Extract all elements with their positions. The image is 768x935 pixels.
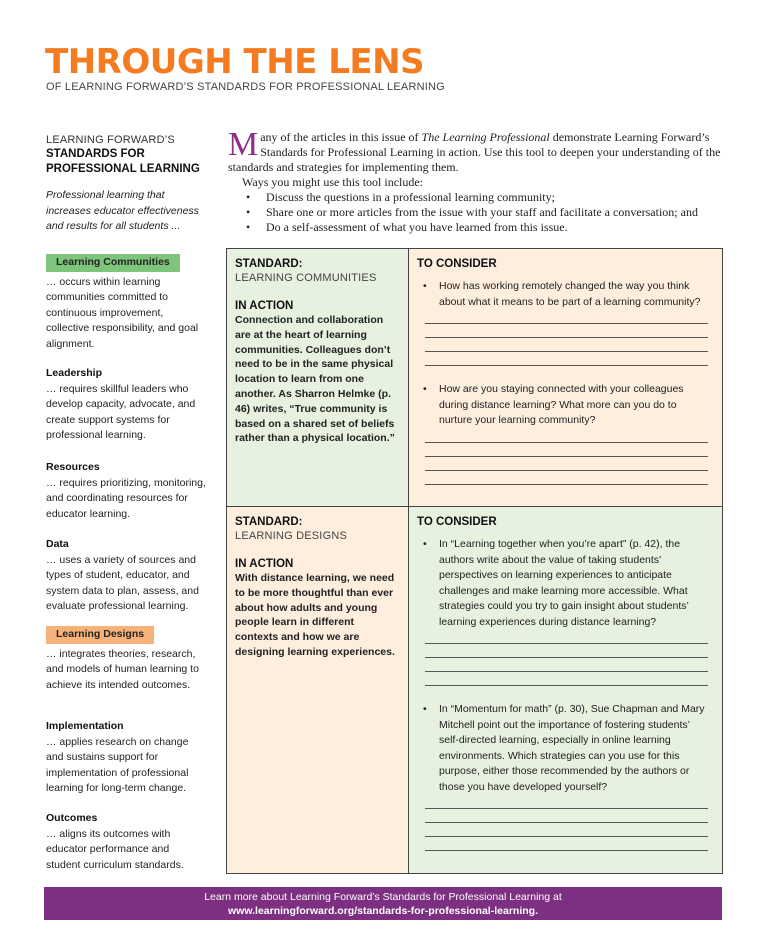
page-subtitle: OF LEARNING FORWARD’S STANDARDS FOR PROFESSIONAL LEARNING xyxy=(46,81,445,93)
answer-line[interactable] xyxy=(425,658,708,672)
intro-text-after: demonstrate Learning Forward’s Standards for Professional Learning in action. Use this tool to deepen your understanding of the standards and strategies for implementing them. xyxy=(228,130,721,174)
bullet: • xyxy=(423,280,427,292)
standard-label: STANDARD: xyxy=(235,258,303,270)
answer-line[interactable] xyxy=(425,310,708,324)
ways-list-item: • Share one or more articles from the issue with your staff and facilitate a conversation; and xyxy=(242,205,728,220)
ways-list-item: • Do a self-assessment of what you have learned from this issue. xyxy=(242,220,728,235)
answer-line[interactable] xyxy=(425,795,708,809)
ways-list xyxy=(242,190,728,235)
standard-name: Leadership xyxy=(46,367,103,379)
question-item xyxy=(417,537,714,630)
bullet: • xyxy=(423,703,427,715)
question-text: How are you staying connected with your colleagues during distance learning? What more can you do to nurture your learning community? xyxy=(439,383,684,426)
standard-name: Resources xyxy=(46,461,100,473)
answer-line[interactable] xyxy=(425,352,708,366)
answer-lines[interactable] xyxy=(425,310,708,366)
worksheet-table xyxy=(226,248,723,874)
in-action-text: With distance learning, we need to be more thoughtful than ever about how adults and young people learn in different contexts and how we are designing learning experiences. xyxy=(235,572,395,658)
standard-data xyxy=(46,537,206,615)
ways-label: Ways you might use this tool include: xyxy=(242,175,424,189)
answer-lines[interactable] xyxy=(425,429,708,485)
standard-name: LEARNING COMMUNITIES xyxy=(235,272,377,284)
in-action-label: IN ACTION xyxy=(235,558,294,570)
in-action-label: IN ACTION xyxy=(235,300,294,312)
standard-learning-communities xyxy=(46,254,206,352)
answer-lines[interactable] xyxy=(425,630,708,686)
answer-line[interactable] xyxy=(425,443,708,457)
standard-description: … aligns its outcomes with educator performance and student curriculum standards. xyxy=(46,827,184,871)
standard-description: … requires prioritizing, monitoring, and coordinating resources for educator learning. xyxy=(46,476,206,520)
footer-banner xyxy=(44,887,722,920)
standard-resources xyxy=(46,460,206,522)
intro-paragraph xyxy=(228,126,728,235)
answer-line[interactable] xyxy=(425,429,708,443)
intro-text-before: any of the articles in this issue of xyxy=(260,130,422,144)
sidebar-heading-line2: PROFESSIONAL LEARNING xyxy=(46,162,200,175)
consider-cell-learning-designs xyxy=(409,507,722,873)
footer-text: Learn more about Learning Forward’s Standards for Professional Learning at xyxy=(204,891,562,903)
ways-list-item: • Discuss the questions in a professional learning community; xyxy=(242,190,728,205)
standard-cell-learning-designs xyxy=(227,507,409,873)
standard-implementation xyxy=(46,719,206,797)
to-consider-label: TO CONSIDER xyxy=(417,258,497,270)
standard-description: … applies research on change and sustains support for implementation of professional learning for long-term change. xyxy=(46,735,189,794)
standard-name: Outcomes xyxy=(46,812,98,824)
answer-line[interactable] xyxy=(425,837,708,851)
to-consider-label: TO CONSIDER xyxy=(417,516,497,528)
standard-name: Implementation xyxy=(46,720,124,732)
question-item xyxy=(417,382,714,429)
answer-line[interactable] xyxy=(425,630,708,644)
answer-line[interactable] xyxy=(425,644,708,658)
bullet: • xyxy=(423,538,427,550)
sidebar-intro: Professional learning that increases educator effectiveness and results for all students ... xyxy=(46,189,199,232)
question-item xyxy=(417,279,714,310)
footer-link[interactable]: www.learningforward.org/standards-for-professional-learning. xyxy=(228,905,538,917)
publication-title: The Learning Professional xyxy=(421,130,550,144)
drop-cap: M xyxy=(228,126,259,163)
page-title: THROUGH THE LENS xyxy=(45,42,425,82)
answer-line[interactable] xyxy=(425,471,708,485)
standard-description: … occurs within learning communities committed to continuous improvement, collective responsibility, and goal alignment. xyxy=(46,275,199,350)
answer-line[interactable] xyxy=(425,338,708,352)
answer-line[interactable] xyxy=(425,324,708,338)
standard-leadership xyxy=(46,366,206,444)
consider-cell-learning-communities xyxy=(409,249,722,507)
standard-description: … integrates theories, research, and models of human learning to achieve its intended outcomes. xyxy=(46,647,199,691)
standard-label: STANDARD: xyxy=(235,516,303,528)
answer-line[interactable] xyxy=(425,809,708,823)
standard-name-highlight: Learning Designs xyxy=(46,626,154,644)
bullet: • xyxy=(423,383,427,395)
standard-cell-learning-communities xyxy=(227,249,409,507)
question-text: In “Momentum for math” (p. 30), Sue Chapman and Mary Mitchell point out the importance of fostering students’ self-directed learning, especially in online learning environments. Which strategies can you use for this purpose, either those recommended by the authors or those you have developed yourself? xyxy=(439,703,705,793)
standard-description: … uses a variety of sources and types of student, educator, and system data to plan, assess, and evaluate professional learning. xyxy=(46,553,199,612)
standard-learning-designs xyxy=(46,626,206,693)
standard-name-highlight: Learning Communities xyxy=(46,254,180,272)
standard-description: … requires skillful leaders who develop capacity, advocate, and create support systems for professional learning. xyxy=(46,382,196,441)
question-text: In “Learning together when you’re apart” (p. 42), the authors write about the value of taking students’ perspectives on learning experiences to anticipate challenges and make learning more accessible. What strategies could you try to gain insight about students’ learning experiences during distance learning? xyxy=(439,538,689,628)
question-item xyxy=(417,702,714,795)
sidebar-kicker: LEARNING FORWARD’S xyxy=(46,134,175,146)
standards-sidebar xyxy=(46,133,206,235)
answer-line[interactable] xyxy=(425,672,708,686)
standard-name: LEARNING DESIGNS xyxy=(235,530,348,542)
standard-name: Data xyxy=(46,538,69,550)
question-text: How has working remotely changed the way you think about what it means to be part of a learning community? xyxy=(439,280,701,308)
in-action-text: Connection and collaboration are at the heart of learning communities. Colleagues don’t need to be in the same physical location to learn from one another. As Sharron Helmke (p. 46) writes, “True community is based on a shared set of beliefs rather than a physical location.” xyxy=(235,314,395,445)
standard-outcomes xyxy=(46,811,206,873)
answer-lines[interactable] xyxy=(425,795,708,851)
sidebar-heading-line1: STANDARDS FOR xyxy=(46,148,145,160)
answer-line[interactable] xyxy=(425,457,708,471)
answer-line[interactable] xyxy=(425,823,708,837)
